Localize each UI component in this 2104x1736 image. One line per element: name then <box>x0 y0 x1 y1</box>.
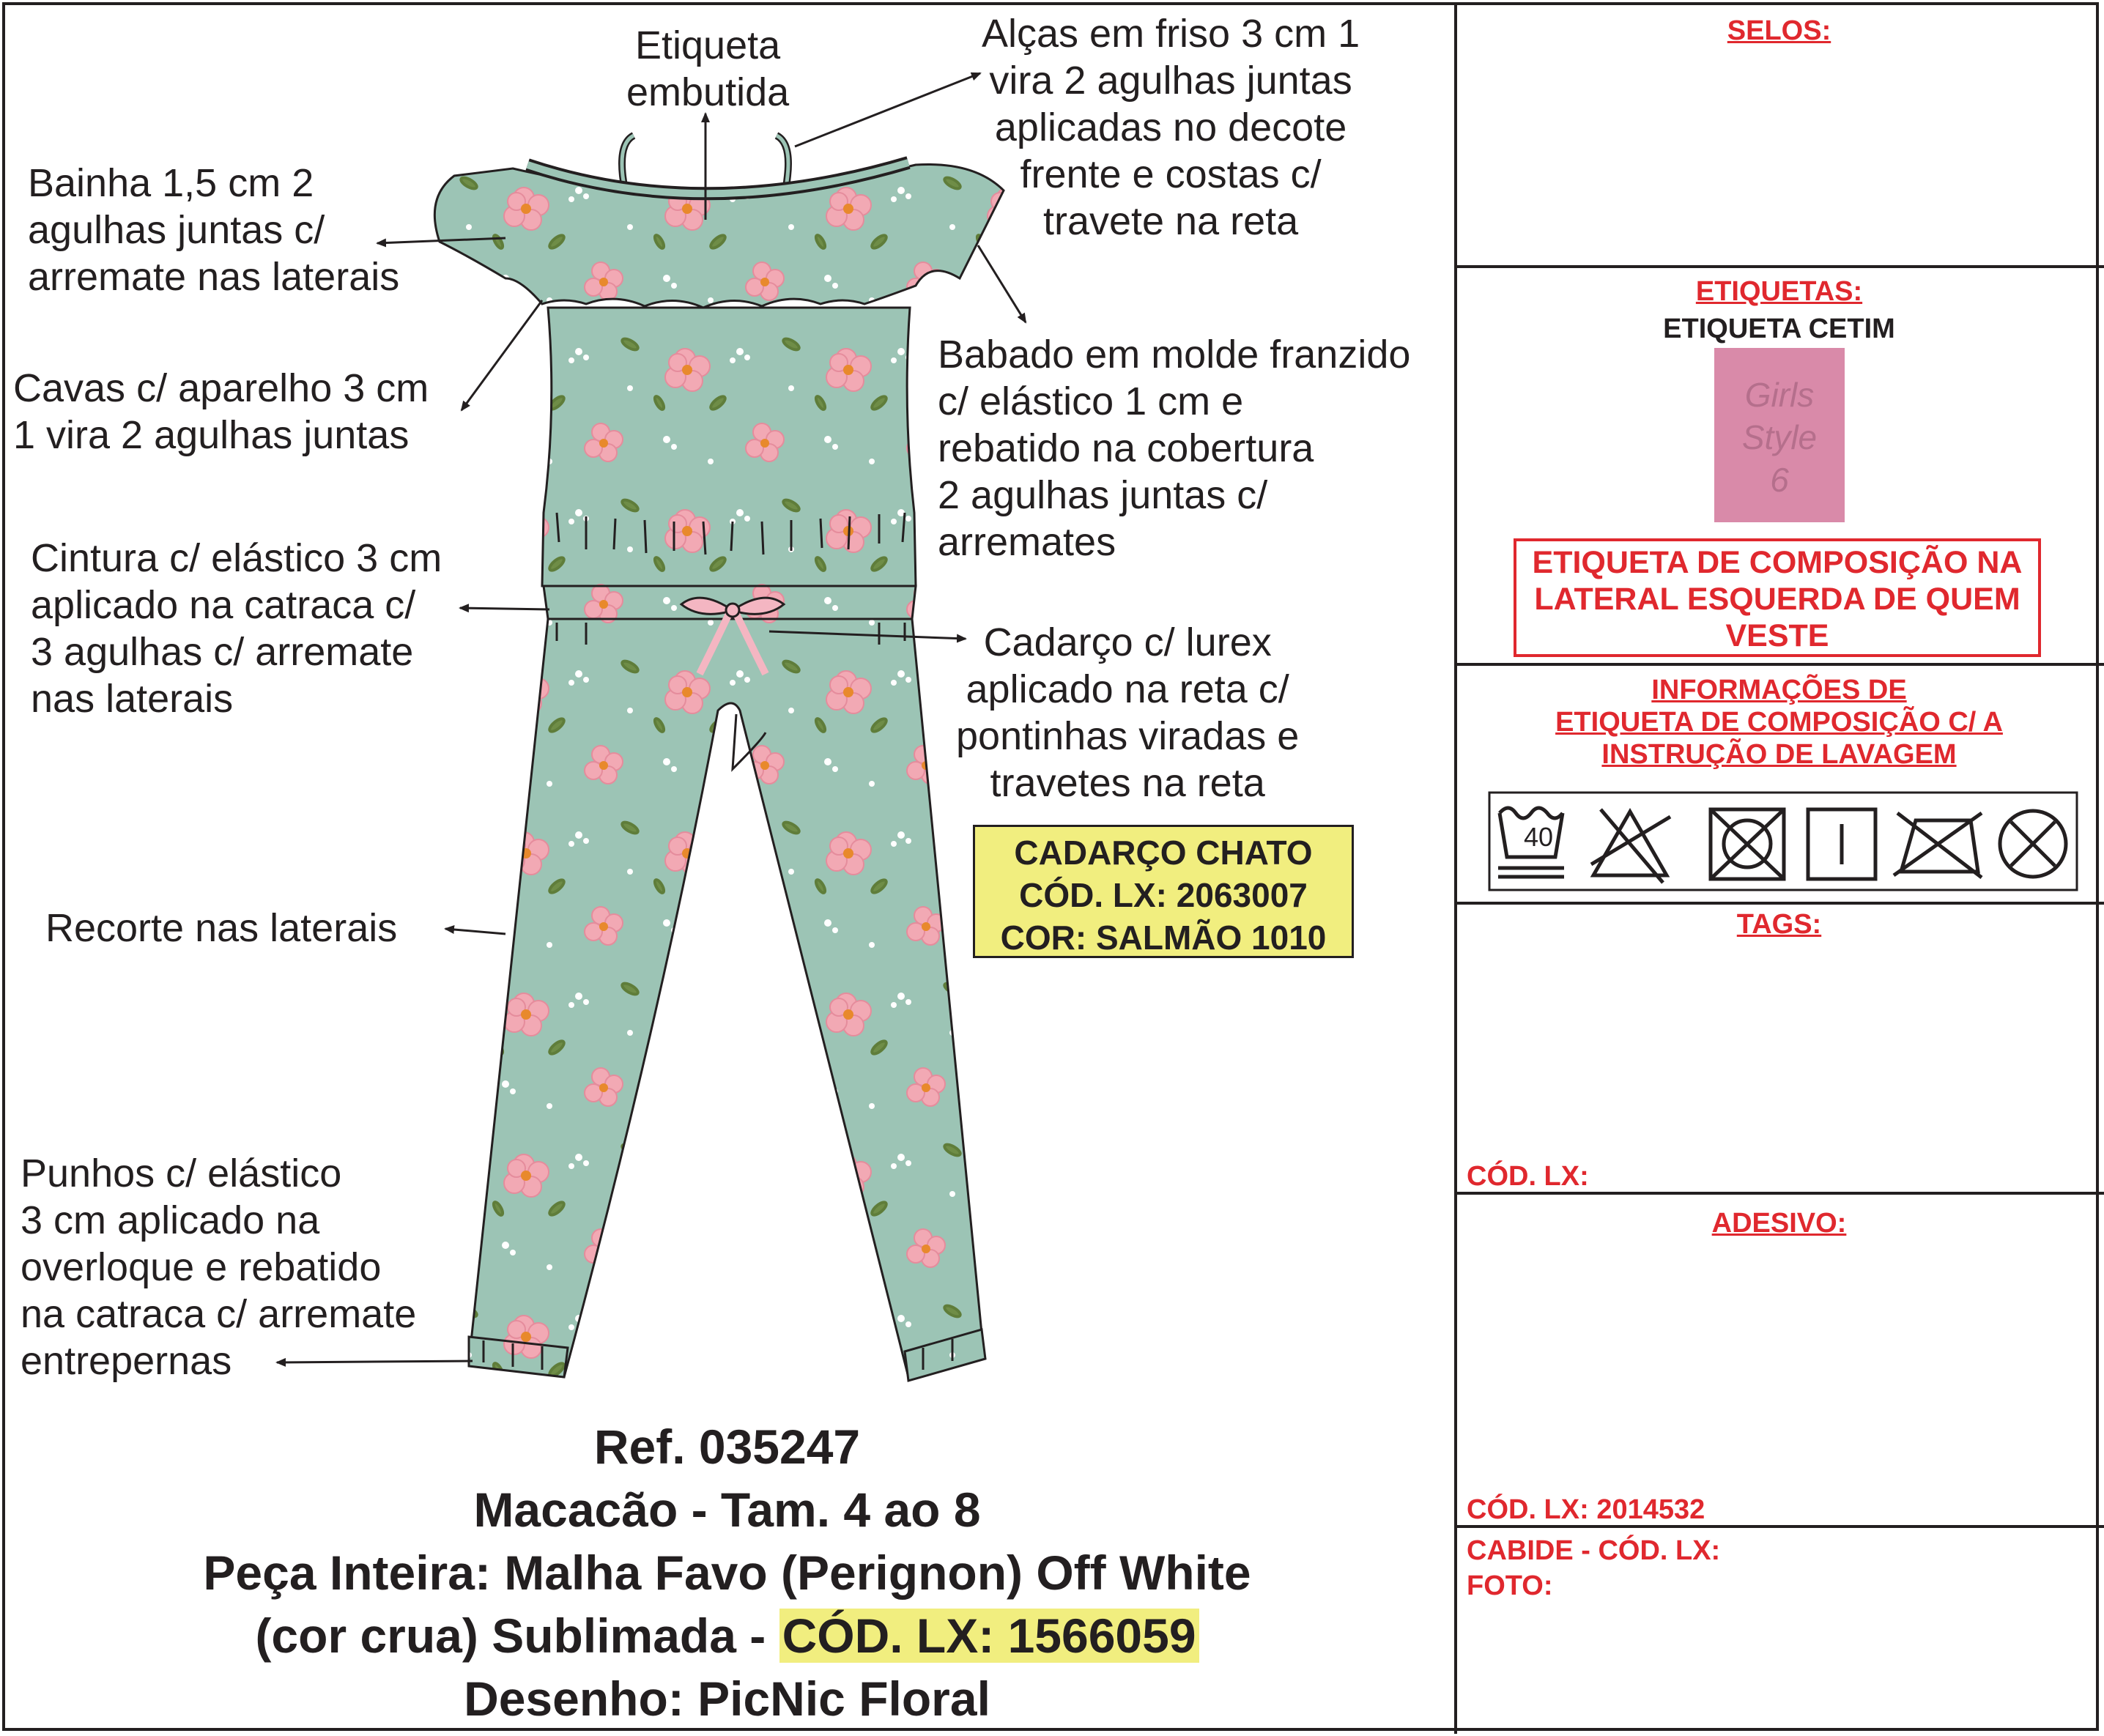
etiquetas-heading: ETIQUETAS: <box>1695 276 1863 307</box>
cadarco-line2: CÓD. LX: 2063007 <box>1019 876 1308 914</box>
note-babado: Babado em molde franzido c/ elástico 1 cm e rebatido na cobertura 2 agulhas juntas c/ arremates <box>938 333 1411 564</box>
tags-cod: CÓD. LX: <box>1467 1161 1589 1192</box>
wash-symbols <box>1489 793 2077 890</box>
fabric-line-2-prefix: (cor crua) Sublimada - <box>255 1609 779 1663</box>
etiqueta-cetim-label: ETIQUETA CETIM <box>1663 314 1895 344</box>
note-alcas: Alças em friso 3 cm 1 vira 2 agulhas juntas aplicadas no decote frente e costas c/ travete na reta <box>982 12 1360 243</box>
note-cavas: Cavas c/ aparelho 3 cm 1 vira 2 agulhas juntas <box>13 366 429 457</box>
wash-temp-label: 40 <box>1523 822 1554 852</box>
foto-label: FOTO: <box>1467 1570 1553 1601</box>
satin-label-text: Girls Style 6 <box>1741 376 1818 499</box>
note-punhos: Punhos c/ elástico 3 cm aplicado na overloque e rebatido na catraca c/ arremate entrepernas <box>21 1151 417 1383</box>
note-cadarco: Cadarço c/ lurex aplicado na reta c/ pontinhas viradas e travetes na reta <box>956 620 1300 805</box>
note-cintura: Cintura c/ elástico 3 cm aplicado na catraca c/ 3 agulhas c/ arremate nas laterais <box>31 536 442 721</box>
cadarco-line3: COR: SALMÃO 1010 <box>1000 919 1327 957</box>
design-line: Desenho: PicNic Floral <box>464 1672 990 1726</box>
note-bainha: Bainha 1,5 cm 2 agulhas juntas c/ arremate nas laterais <box>28 161 400 299</box>
cabide-cod: CABIDE - CÓD. LX: <box>1467 1535 1721 1566</box>
tags-heading: TAGS: <box>1736 909 1822 940</box>
product-line: Macacão - Tam. 4 ao 8 <box>473 1483 981 1537</box>
adesivo-cod: CÓD. LX: 2014532 <box>1467 1494 1705 1525</box>
ref-line: Ref. 035247 <box>593 1420 861 1474</box>
cadarco-box <box>973 825 1354 958</box>
cadarco-line1: CADARÇO CHATO <box>1014 834 1313 872</box>
fabric-line: Peça Inteira: Malha Favo (Perignon) Off White <box>203 1546 1251 1600</box>
adesivo-heading: ADESIVO: <box>1711 1208 1847 1239</box>
fabric-code: CÓD. LX: 1566059 <box>779 1609 1199 1663</box>
informacoes-heading: INFORMAÇÕES DE ETIQUETA DE COMPOSIÇÃO C/ A INSTRUÇÃO DE LAVAGEM <box>1555 675 2003 770</box>
note-recorte: Recorte nas laterais <box>45 906 398 950</box>
composicao-box: ETIQUETA DE COMPOSIÇÃO NA LATERAL ESQUERDA DE QUEM VESTE <box>1514 538 2041 657</box>
selos-heading: SELOS: <box>1727 15 1831 46</box>
fabric-line-2 <box>0 1604 1454 1667</box>
note-etiqueta-embutida: Etiqueta embutida <box>626 23 790 114</box>
